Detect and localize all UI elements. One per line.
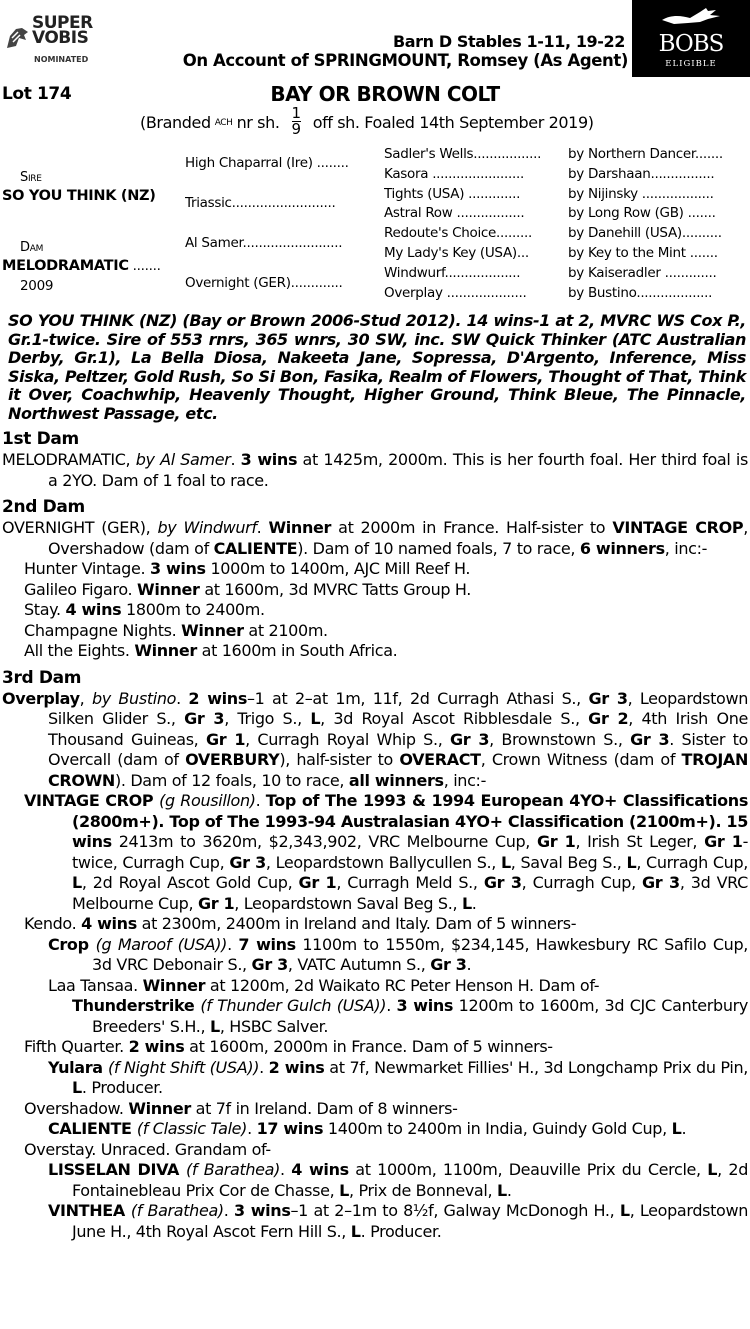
text-run: . bbox=[247, 1119, 257, 1138]
brand-fraction bbox=[292, 106, 301, 137]
text-run: Gr 3 bbox=[229, 852, 266, 872]
text-run: TROJAN CROWN bbox=[48, 750, 748, 790]
great-grandparent-sire: by Kaiseradler ............. bbox=[568, 264, 717, 281]
text-run: VINTHEA bbox=[48, 1201, 131, 1220]
logo-text-bobs: BOBS bbox=[658, 31, 724, 57]
great-grandparent-name: Overplay .................... bbox=[384, 284, 527, 301]
pedigree-entry bbox=[2, 1037, 748, 1058]
grandparent-name: Al Samer......................... bbox=[185, 235, 343, 251]
text-run: Gr 3 bbox=[251, 955, 288, 974]
text-run: , Curragh Royal Whip S., bbox=[245, 729, 450, 749]
text-run: , Curragh Meld S., bbox=[336, 873, 484, 892]
text-run: OVERNIGHT (GER), bbox=[2, 518, 158, 537]
text-run: L bbox=[72, 873, 82, 892]
text-run: . bbox=[227, 934, 239, 954]
text-run: L bbox=[619, 1201, 630, 1220]
text-run: , inc:- bbox=[443, 770, 486, 790]
racing-horse-icon bbox=[660, 6, 722, 28]
text-run: L bbox=[72, 1078, 82, 1097]
text-run: , inc:- bbox=[664, 538, 708, 558]
text-run: 17 wins bbox=[256, 1119, 324, 1138]
grandparent-name: Triassic.......................... bbox=[185, 195, 336, 211]
text-run: 2 wins bbox=[188, 688, 247, 708]
text-run: Laa Tansaa. bbox=[48, 975, 143, 995]
great-grandparent-name: Astral Row ................. bbox=[384, 205, 525, 222]
logo-text-vobis: VOBIS bbox=[32, 28, 89, 48]
text-run: L bbox=[209, 1016, 220, 1036]
text-run: -twice, Curragh Cup, bbox=[72, 832, 748, 872]
great-grandparent-sire: by Northern Dancer....... bbox=[568, 146, 723, 162]
lot-title: BAY OR BROWN COLT bbox=[270, 82, 500, 106]
text-run: Fifth Quarter. bbox=[24, 1037, 129, 1056]
section-heading: 1st Dam bbox=[2, 429, 79, 449]
text-run: . bbox=[386, 996, 397, 1015]
text-run: . bbox=[256, 518, 269, 537]
dam-dots: ....... bbox=[132, 258, 161, 274]
text-run: , Curragh Cup, bbox=[521, 873, 643, 892]
text-run: MELODRAMATIC, bbox=[2, 450, 136, 469]
pedigree-entry bbox=[2, 1058, 748, 1099]
text-run: , HSBC Salver. bbox=[219, 1016, 329, 1036]
text-run: L bbox=[496, 1180, 507, 1200]
text-run: , 2d Fontainebleau Prix Cor de Chasse, bbox=[72, 1160, 748, 1200]
pedigree-entry bbox=[2, 689, 748, 792]
dam-year: 2009 bbox=[20, 278, 54, 294]
text-run: L bbox=[500, 852, 511, 872]
text-run: at 1600m in South Africa. bbox=[196, 641, 398, 660]
fraction-denominator: 9 bbox=[291, 120, 301, 138]
text-run: All the Eights. bbox=[24, 641, 135, 660]
text-run: . bbox=[255, 791, 266, 810]
text-run: 4 wins bbox=[291, 1160, 349, 1179]
text-run: Gr 3 bbox=[642, 873, 680, 892]
text-run: 1100m to 1550m, $234,145, Hawkesbury RC Safilo Cup, 3d VRC Debonair S., bbox=[92, 934, 748, 974]
text-run: , Trigo S., bbox=[224, 709, 311, 728]
text-run: –1 at 2–1m to 8½f, Galway McDonogh H., bbox=[290, 1201, 620, 1220]
great-grandparent-sire: by Danehill (USA).......... bbox=[568, 225, 722, 242]
text-run: at 1000m, 1100m, Deauville Prix du Cercle, bbox=[348, 1160, 708, 1179]
text-run: . Producer. bbox=[360, 1221, 442, 1241]
text-run: , Overshadow (dam of bbox=[48, 518, 748, 558]
pedigree-entry bbox=[2, 559, 748, 580]
pedigree-entry bbox=[2, 1140, 748, 1161]
barn-location: Barn D Stables 1-11, 19-22 bbox=[392, 32, 625, 51]
pedigree-entry bbox=[2, 1119, 748, 1140]
text-run: at 7f, Newmarket Fillies' H., 3d Longchamp Prix du Pin, bbox=[324, 1057, 748, 1077]
pedigree-entry bbox=[2, 600, 748, 621]
text-run: 1200m to 1600m, 3d CJC Canterbury Breeders' S.H., bbox=[92, 996, 748, 1036]
sire-name: SO YOU THINK (NZ) bbox=[2, 188, 156, 204]
pedigree-entry bbox=[2, 935, 748, 976]
text-run: 2 wins bbox=[128, 1037, 185, 1056]
catalogue-content bbox=[2, 312, 748, 1242]
text-run: Gr 1 bbox=[205, 729, 246, 749]
great-grandparent-sire: by Bustino................... bbox=[568, 284, 713, 301]
text-run: . bbox=[466, 955, 472, 974]
text-run: , Brownstown S., bbox=[489, 729, 631, 749]
text-run: Winner bbox=[181, 620, 244, 640]
text-run: Winner bbox=[134, 641, 197, 660]
text-run: OVERACT bbox=[399, 750, 481, 769]
text-run: , 2d Royal Ascot Gold Cup, bbox=[81, 873, 299, 892]
dam-label: Dam bbox=[20, 240, 44, 255]
brand-text: off sh. Foaled 14th September 2019) bbox=[312, 113, 594, 132]
great-grandparent-sire: by Nijinsky .................. bbox=[568, 185, 714, 202]
text-run: 2413m to 3620m, $2,343,902, VRC Melbourne Cup, bbox=[111, 832, 537, 851]
text-run: 2 wins bbox=[268, 1057, 325, 1077]
text-run: 4 wins bbox=[81, 914, 137, 933]
pedigree-table bbox=[0, 146, 750, 302]
text-run: LISSELAN DIVA bbox=[48, 1160, 187, 1179]
text-run: , Leopardstown June H., 4th Royal Ascot Fern Hill S., bbox=[72, 1201, 748, 1241]
text-run: Overshadow. bbox=[24, 1098, 129, 1118]
pedigree-entry bbox=[2, 580, 748, 601]
text-run: 3 wins bbox=[149, 559, 206, 578]
text-run: ). Dam of 12 foals, 10 to race, bbox=[114, 770, 349, 790]
text-run: . bbox=[280, 1160, 292, 1179]
text-run: 7 wins bbox=[238, 934, 296, 954]
text-run: 1000m to 1400m, AJC Mill Reef H. bbox=[205, 559, 471, 578]
bobs-eligible-logo bbox=[632, 0, 750, 77]
text-run: , Crown Witness (dam of bbox=[480, 750, 682, 769]
text-run: Gr 1 bbox=[704, 832, 743, 851]
dam-name: MELODRAMATIC bbox=[2, 258, 129, 274]
text-run: VINTAGE CROP bbox=[24, 791, 160, 810]
fraction-numerator: 1 bbox=[291, 104, 301, 122]
text-run: Gr 3 bbox=[450, 729, 490, 749]
brand-mark: ACH bbox=[214, 117, 233, 128]
text-run: Thunderstrike bbox=[72, 996, 201, 1015]
pedigree-entry bbox=[2, 1160, 748, 1201]
great-grandparent-name: Redoute's Choice......... bbox=[384, 225, 532, 242]
text-run: –1 at 2–at 1m, 11f, 2d Curragh Athasi S., bbox=[247, 688, 589, 708]
text-run: 3 wins bbox=[234, 1201, 291, 1220]
text-run: L bbox=[350, 1221, 361, 1241]
text-run: by Bustino bbox=[91, 688, 177, 708]
text-run: by Windwurf bbox=[157, 518, 257, 537]
text-run: Yulara bbox=[48, 1057, 108, 1077]
text-run: 1400m to 2400m in India, Guindy Gold Cup, bbox=[323, 1119, 672, 1138]
vendor-account: On Account of SPRINGMOUNT, Romsey (As Agent) bbox=[182, 51, 628, 70]
text-run: by Al Samer bbox=[135, 450, 231, 469]
text-run: , Curragh Cup, bbox=[636, 852, 749, 872]
great-grandparent-name: Tights (USA) ............. bbox=[384, 185, 521, 202]
text-run: . Producer. bbox=[81, 1078, 163, 1097]
text-run: CALIENTE bbox=[48, 1119, 137, 1138]
logo-text-eligible: ELIGIBLE bbox=[665, 59, 717, 69]
text-run: Gr 3 bbox=[483, 873, 522, 892]
text-run: , 3d VRC Melbourne Cup, bbox=[72, 873, 748, 913]
text-run: , bbox=[79, 688, 92, 708]
pedigree-entry bbox=[2, 976, 748, 997]
pedigree-entry bbox=[2, 450, 748, 491]
text-run: L bbox=[339, 1180, 349, 1200]
text-run: . bbox=[176, 688, 189, 708]
text-run: , Leopardstown Silken Glider S., bbox=[48, 688, 748, 728]
text-run: 6 winners bbox=[579, 538, 665, 558]
text-run: (g Maroof (USA)) bbox=[95, 934, 228, 954]
lot-number: Lot 174 bbox=[2, 84, 72, 104]
text-run: 4 wins bbox=[65, 600, 122, 619]
text-run: ). Dam of 10 named foals, 7 to race, bbox=[297, 538, 580, 558]
text-run: L bbox=[707, 1160, 718, 1179]
great-grandparent-name: Sadler's Wells................. bbox=[384, 146, 542, 162]
section-heading: 3rd Dam bbox=[2, 667, 82, 688]
text-run: . bbox=[506, 1180, 512, 1200]
text-run: . Sister to Overcall (dam of bbox=[48, 729, 748, 769]
pedigree-entry bbox=[2, 1201, 748, 1242]
text-run: . bbox=[681, 1119, 687, 1138]
text-run: , 4th Irish One Thousand Guineas, bbox=[48, 709, 748, 749]
text-run: Overplay bbox=[2, 688, 80, 708]
text-run: , Leopardstown Saval Beg S., bbox=[234, 893, 462, 913]
grandparent-name: Overnight (GER)............. bbox=[185, 275, 343, 291]
text-run: OVERBURY bbox=[185, 750, 280, 769]
text-run: , 3d Royal Ascot Ribblesdale S., bbox=[320, 709, 589, 728]
text-run: at 1600m, 2000m in France. Dam of 5 winners- bbox=[184, 1037, 553, 1056]
text-run: (f Night Shift (USA)) bbox=[107, 1057, 260, 1077]
grandparent-name: High Chaparral (Ire) ........ bbox=[185, 155, 349, 171]
text-run: at 2100m. bbox=[243, 620, 328, 640]
text-run: Winner bbox=[268, 518, 332, 537]
text-run: Kendo. bbox=[24, 914, 82, 933]
text-run: . bbox=[471, 893, 477, 913]
text-run: Winner bbox=[128, 1098, 191, 1118]
text-run: , VATC Autumn S., bbox=[287, 955, 431, 974]
pedigree-entry bbox=[2, 914, 748, 935]
text-run: . bbox=[259, 1057, 269, 1077]
text-run: 3 wins bbox=[396, 996, 454, 1015]
sire-label: Sire bbox=[20, 170, 42, 185]
text-run: (f Classic Tale) bbox=[136, 1119, 248, 1138]
text-run: at 1425m, 2000m. This is her fourth foal. Her third foal is a 2YO. Dam of 1 foal to race. bbox=[48, 450, 748, 490]
pedigree-entry bbox=[2, 1099, 748, 1120]
great-grandparent-sire: by Darshaan................ bbox=[568, 165, 715, 182]
great-grandparent-name: My Lady's Key (USA)... bbox=[384, 245, 529, 261]
text-run: Galileo Figaro. bbox=[24, 579, 138, 599]
text-run: Stay. bbox=[24, 600, 66, 619]
text-run: at 7f in Ireland. Dam of 8 winners- bbox=[190, 1098, 458, 1118]
text-run: (f Thunder Gulch (USA)) bbox=[200, 996, 387, 1015]
brand-description bbox=[140, 104, 594, 138]
text-run: at 2300m, 2400m in Ireland and Italy. Dam of 5 winners- bbox=[136, 914, 577, 933]
dam-section bbox=[2, 668, 748, 1243]
brand-text: (Branded bbox=[140, 113, 211, 132]
great-grandparent-name: Windwurf................... bbox=[384, 264, 521, 281]
dam-section bbox=[2, 497, 748, 662]
text-run: 3 wins bbox=[240, 450, 298, 469]
text-run: , Prix de Bonneval, bbox=[348, 1180, 497, 1200]
horse-head-icon bbox=[4, 26, 30, 50]
text-run: L bbox=[626, 852, 637, 872]
text-run: (g Rousillon) bbox=[159, 791, 256, 810]
pedigree-entry bbox=[2, 641, 748, 662]
pedigree-entry bbox=[2, 621, 748, 642]
text-run: at 1200m, 2d Waikato RC Peter Henson H. Dam of- bbox=[205, 975, 600, 995]
text-run: Hunter Vintage. bbox=[24, 559, 150, 578]
text-run: (f Barathea) bbox=[186, 1160, 281, 1179]
text-run: at 2000m in France. Half-sister to bbox=[331, 518, 613, 537]
pedigree-entry bbox=[2, 518, 748, 559]
great-grandparent-name: Kasora ....................... bbox=[384, 165, 524, 182]
section-heading: 2nd Dam bbox=[2, 497, 85, 517]
text-run: , Leopardstown Ballycullen S., bbox=[265, 852, 501, 872]
text-run: (f Barathea) bbox=[130, 1201, 224, 1220]
text-run: Gr 3 bbox=[630, 729, 670, 749]
text-run: , Irish St Leger, bbox=[575, 832, 705, 851]
great-grandparent-sire: by Long Row (GB) ....... bbox=[568, 205, 716, 222]
text-run: L bbox=[310, 709, 321, 728]
text-run: Gr 3 bbox=[430, 955, 467, 974]
pedigree-entry bbox=[2, 791, 748, 914]
text-run: Gr 2 bbox=[588, 709, 629, 728]
text-run: L bbox=[671, 1119, 682, 1138]
text-run: L bbox=[461, 893, 472, 913]
super-vobis-logo bbox=[4, 14, 114, 70]
text-run: 1800m to 2400m. bbox=[121, 600, 265, 619]
brand-text: nr sh. bbox=[236, 113, 280, 132]
great-grandparent-sire: by Key to the Mint ....... bbox=[568, 245, 718, 261]
text-run: . bbox=[230, 450, 241, 469]
text-run: Gr 1 bbox=[298, 873, 337, 892]
text-run: Overstay. Unraced. Grandam of- bbox=[24, 1139, 271, 1159]
text-run: Gr 1 bbox=[536, 832, 576, 851]
logo-text-super: SUPER bbox=[32, 13, 93, 33]
logo-text-nominated: NOMINATED bbox=[34, 55, 89, 64]
text-run: VINTAGE CROP bbox=[612, 518, 744, 537]
text-run: CALIENTE bbox=[213, 538, 298, 558]
text-run: Champagne Nights. bbox=[24, 620, 182, 640]
text-run: , Saval Beg S., bbox=[510, 852, 627, 872]
text-run: Crop bbox=[48, 934, 96, 954]
pedigree-entry bbox=[2, 996, 748, 1037]
text-run: Winner bbox=[142, 975, 206, 995]
text-run: Gr 3 bbox=[184, 709, 225, 728]
text-run: Winner bbox=[137, 579, 200, 599]
text-run: all winners bbox=[348, 770, 444, 790]
sire-summary: SO YOU THINK (NZ) (Bay or Brown 2006-Stud 2012). 14 wins-1 at 2, MVRC WS Cox P., Gr.1-twice. Sire of 553 rnrs, 365 wnrs, 30 SW, inc. SW Quick Thinker (ATC Australian Derby, Gr.1), La Bella Diosa, Nakeeta Jane, Sopressa, D'Argento, Inference, Miss Siska, Peltzer, Gold Rush, So Si Bon, Fasika, Realm of Flowers, Thought of That, Think it Over, Coachwhip, Heavenly Thought, Higher Ground, Think Bleue, The Pinnacle, Northwest Passage, etc. bbox=[8, 311, 746, 423]
text-run: at 1600m, 3d MVRC Tatts Group H. bbox=[199, 579, 472, 599]
text-run: . bbox=[223, 1201, 234, 1220]
dam-section bbox=[2, 429, 748, 491]
text-run: Gr 1 bbox=[197, 893, 235, 913]
text-run: Top of The 1993 & 1994 European 4YO+ Classifications (2800m+). Top of The 1993-94 Australasian 4YO+ Classification (2100m+). 15 wins bbox=[72, 791, 748, 851]
text-run: ), half-sister to bbox=[279, 750, 400, 769]
text-run: Gr 3 bbox=[588, 688, 628, 708]
